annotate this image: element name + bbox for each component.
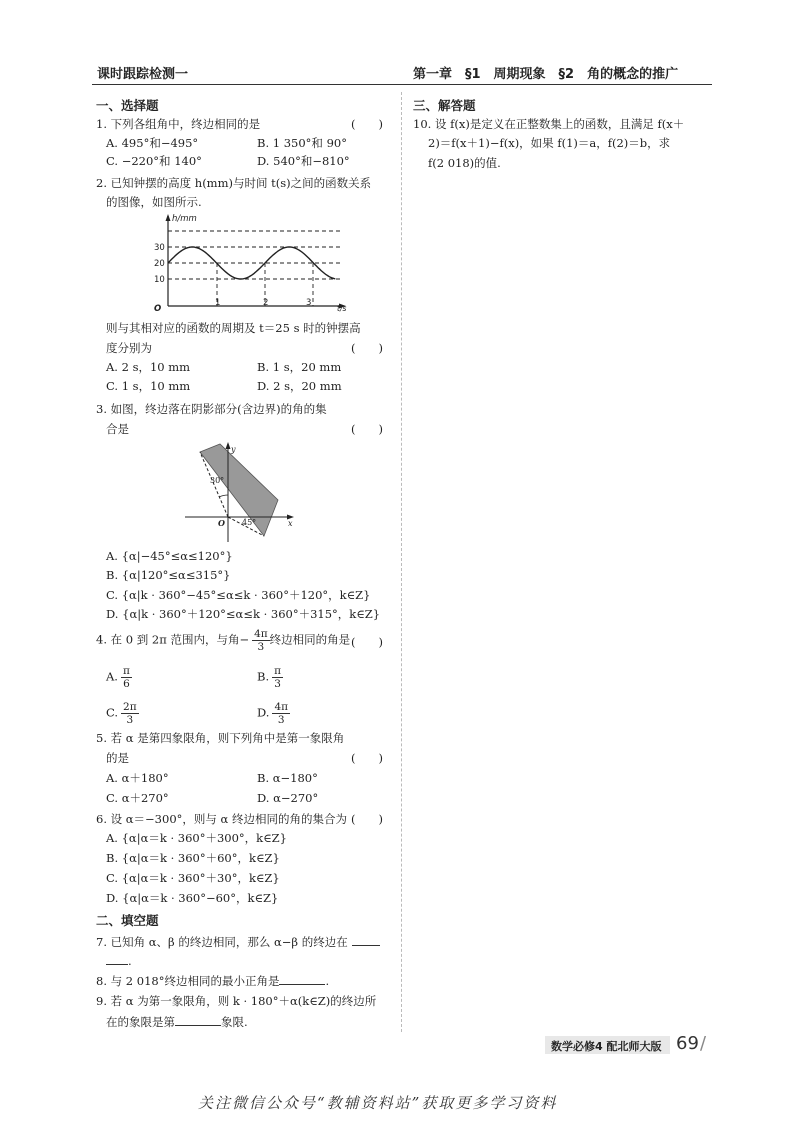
q5-option-d: D. α−270° xyxy=(257,791,319,805)
q7-end: . xyxy=(128,954,132,968)
q4-c-den: 3 xyxy=(126,714,134,726)
q8-stem xyxy=(96,972,329,989)
q5-stem-1: 5. 若 α 是第四象限角，则下列角中是第一象限角 xyxy=(96,731,345,745)
q4-d-label: D. xyxy=(257,705,270,720)
graph-origin: O xyxy=(154,304,162,312)
q3-option-b: B. {α|120°≤α≤315°} xyxy=(106,568,231,582)
q4-c-label: C. xyxy=(106,705,119,720)
pendulum-graph xyxy=(150,212,370,312)
q4-answer-paren: ( ) xyxy=(351,635,383,649)
q4-option-a xyxy=(106,665,132,690)
q2-after-1: 则与其相对应的函数的周期及 t＝25 s 时的钟摆高 xyxy=(106,321,361,335)
q4-a-fraction xyxy=(121,665,132,690)
q1-option-c: C. −220°和 140° xyxy=(106,154,202,168)
q6-option-d: D. {α|α＝k · 360°−60°，k∈Z} xyxy=(106,891,279,905)
section-choice: 一、选择题 xyxy=(96,98,159,113)
q5-stem-2: 的是 xyxy=(106,751,129,765)
q4-b-label: B. xyxy=(257,669,270,684)
q6-option-b: B. {α|α＝k · 360°＋60°，k∈Z} xyxy=(106,851,280,865)
graph-xlabel: t/s xyxy=(337,304,347,312)
graph-xtick-1: 1 xyxy=(215,298,221,308)
q10-line-2: 2)＝f(x＋1)−f(x)，如果 f(1)＝a，f(2)＝b，求 xyxy=(428,136,671,150)
header-right: 第一章 §1 周期现象 §2 角的概念的推广 xyxy=(413,67,679,82)
q8-text: 8. 与 2 018°终边相同的最小正角是 xyxy=(96,974,280,988)
q4-a-label: A. xyxy=(106,669,118,684)
q10-line-3: f(2 018)的值. xyxy=(428,156,501,170)
q2-option-c: C. 1 s，10 mm xyxy=(106,379,191,393)
q7-blank-1 xyxy=(352,933,380,946)
q5-option-a: A. α＋180° xyxy=(106,771,169,785)
q6-stem: 6. 设 α＝−300°，则与 α 终边相同的角的集合为 xyxy=(96,812,347,826)
q2-option-b: B. 1 s，20 mm xyxy=(257,360,342,374)
q1-option-a: A. 495°和−495° xyxy=(106,136,199,150)
q5-option-b: B. α−180° xyxy=(257,771,318,785)
q4-d-num: 4π xyxy=(274,701,289,713)
q4-option-b xyxy=(257,665,283,690)
q2-after-2: 度分别为 xyxy=(106,341,152,355)
handwritten-note: 关注微信公众号“教辅资料站”获取更多学习资料 xyxy=(198,1094,558,1112)
q7-line-2 xyxy=(106,952,132,969)
q8-blank xyxy=(279,972,325,985)
q6-answer-paren: ( ) xyxy=(351,812,383,826)
q8-end: . xyxy=(325,974,330,988)
fig-x-label: x xyxy=(288,519,293,528)
q4-stem-num: 4π xyxy=(254,628,268,640)
q7-stem xyxy=(96,933,380,950)
q4-stem-fraction xyxy=(252,628,270,653)
q9-text-b: 象限. xyxy=(221,1015,248,1029)
header-left: 课时跟踪检测一 xyxy=(97,67,189,82)
q6-option-c: C. {α|α＝k · 360°＋30°，k∈Z} xyxy=(106,871,280,885)
footer-badge: 数学必修4 配北师大版 xyxy=(551,1040,662,1053)
q2-stem-1: 2. 已知钟摆的高度 h(mm)与时间 t(s)之间的函数关系 xyxy=(96,176,372,190)
q4-option-d xyxy=(257,701,290,726)
q7-blank-2 xyxy=(106,952,128,965)
q5-answer-paren: ( ) xyxy=(351,751,383,765)
q2-answer-paren: ( ) xyxy=(351,341,383,355)
header-rule xyxy=(92,84,712,85)
q1-option-d: D. 540°和−810° xyxy=(257,154,350,168)
q9-blank xyxy=(175,1013,221,1026)
q1-answer-paren: ( ) xyxy=(351,117,383,131)
q3-stem-1: 3. 如图，终边落在阴影部分(含边界)的角的集 xyxy=(96,402,327,416)
graph-xtick-2: 2 xyxy=(263,298,269,308)
q3-answer-paren: ( ) xyxy=(351,422,383,436)
shaded-region xyxy=(200,444,278,536)
graph-ytick-10: 10 xyxy=(154,275,165,285)
page-slash: / xyxy=(700,1033,707,1054)
q4-c-num: 2π xyxy=(123,701,137,713)
q4-stem-b: 终边相同的角是 xyxy=(269,632,351,647)
fig-y-label: y xyxy=(231,445,236,454)
q4-stem-a: 4. 在 0 到 2π 范围内，与角− xyxy=(96,632,250,647)
column-divider xyxy=(401,92,402,1032)
graph-ytick-20: 20 xyxy=(154,259,165,269)
q5-option-c: C. α＋270° xyxy=(106,791,169,805)
q10-line-1: 10. 设 f(x)是定义在正整数集上的函数，且满足 f(x＋ xyxy=(413,117,685,131)
fig-origin: O xyxy=(218,518,225,528)
q9-stem-1: 9. 若 α 为第一象限角，则 k · 180°＋α(k∈Z)的终边所 xyxy=(96,994,377,1008)
q1-option-b: B. 1 350°和 90° xyxy=(257,136,347,150)
page-number: 69 xyxy=(676,1033,699,1054)
q4-d-fraction xyxy=(272,701,290,726)
section-answer: 三、解答题 xyxy=(413,98,476,113)
q6-option-a: A. {α|α＝k · 360°＋300°，k∈Z} xyxy=(106,831,287,845)
q2-stem-2: 的图像，如图所示. xyxy=(106,195,202,209)
q9-stem-2 xyxy=(106,1013,248,1030)
q4-d-den: 3 xyxy=(277,714,285,726)
q1-stem: 1. 下列各组角中，终边相同的是 xyxy=(96,117,261,131)
q7-text: 7. 已知角 α、β 的终边相同，那么 α−β 的终边在 xyxy=(96,935,348,949)
q2-option-a: A. 2 s，10 mm xyxy=(106,360,191,374)
q3-stem-2: 合是 xyxy=(106,422,129,436)
graph-ytick-30: 30 xyxy=(154,243,165,253)
graph-xtick-3: 3 xyxy=(306,298,312,308)
q4-a-num: π xyxy=(122,665,130,677)
q3-option-c: C. {α|k · 360°−45°≤α≤k · 360°＋120°，k∈Z} xyxy=(106,588,371,602)
fig-angle-30: 30° xyxy=(210,476,225,485)
q2-option-d: D. 2 s，20 mm xyxy=(257,379,342,393)
q3-option-d: D. {α|k · 360°＋120°≤α≤k · 360°＋315°，k∈Z} xyxy=(106,607,381,621)
q4-stem-den: 3 xyxy=(257,641,265,653)
q4-b-num: π xyxy=(274,665,282,677)
graph-ylabel: h/mm xyxy=(172,214,197,224)
q4-b-den: 3 xyxy=(274,678,281,690)
q4-c-fraction xyxy=(121,701,139,726)
q4-stem xyxy=(96,628,350,653)
q9-text-a: 在的象限是第 xyxy=(106,1015,175,1029)
q4-option-c xyxy=(106,701,139,726)
q3-option-a: A. {α|−45°≤α≤120°} xyxy=(106,549,233,563)
q4-b-fraction xyxy=(272,665,283,690)
q4-a-den: 6 xyxy=(123,678,130,690)
fig-angle-45: 45° xyxy=(242,518,257,527)
section-fill: 二、填空题 xyxy=(96,913,159,928)
angle-figure xyxy=(180,440,310,545)
